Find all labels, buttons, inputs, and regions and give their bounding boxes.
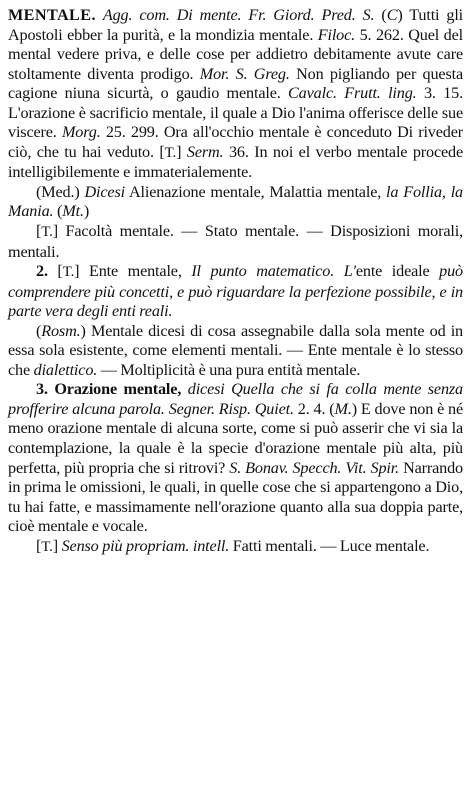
text-run: la [386, 182, 399, 201]
entry-definition-paragraph [8, 6, 463, 183]
text-run: Mor. S. Greg. [199, 64, 290, 83]
text-run: — Moltiplicità è una pura entità mentale. [97, 360, 361, 379]
text-run: ) Mentale dicesi di cosa assegnabile dalla sola mente od in essa sola esistente, come elementi mentali. — Ente mentale è lo stesso che [8, 321, 463, 379]
text-run: Follia, la Mania. [8, 182, 463, 221]
text-run: Serm. [186, 142, 224, 161]
rosmini-usage-paragraph [8, 322, 463, 381]
text-run: ) E dove non è né meno orazione mentale di alcuna sorte, come si può asserir che vi sia la contemplazione, la quale è la specie d'orazione mentale più alta, più perfetta, più propria che si ritrovi? [8, 399, 463, 477]
sense-2-paragraph [8, 262, 463, 322]
text-run: Senso più propriam. intell. [61, 536, 230, 555]
text-run: Dicesi [84, 182, 125, 201]
text-run: Filoc. [317, 25, 356, 44]
text-run: Fatti mentali. — Luce mentale. [229, 536, 430, 555]
text-run: T. [41, 224, 53, 241]
text-run: [ [36, 222, 42, 241]
text-run: ) [83, 202, 90, 221]
text-run: Narrando in prima le omissioni, le quali, in quelle cose che si appartengono a Dio, tu hai fatte, e massimamente nell'orazione quanto alla sua doppia parte, cioè mentale e vocale. [8, 458, 463, 536]
text-run: 5. 262. Quel del mental vedere priva, e delle cose per addietro debitamente avute care stoltamente diventa prodigo. [8, 25, 463, 83]
text-run: Cavalc. Frutt. ling. [288, 84, 417, 103]
text-run: ( [374, 6, 387, 24]
text-run: 25. 299. Ora all'occhio mentale è conceduto Di riveder ciò, che tu hai veduto. [ [8, 123, 463, 161]
text-run: dicesi Quella che si fa colla mente senza profferire alcuna parola. Segner. Risp. Quiet. [8, 380, 463, 418]
text-run: ) Tutti gli Apostoli ebber la purità, e la mondizia mentale. [8, 6, 464, 44]
text-run: Il punto matematico. L' [191, 262, 356, 281]
text-run: 3. 15. L'orazione è sacrificio mentale, il quale a Dio l'anima offerisce delle sue viscere. [8, 84, 463, 142]
faculty-usage-paragraph [8, 222, 463, 262]
text-run: ente ideale [355, 262, 440, 281]
text-run: ] [52, 536, 62, 555]
text-run: (Med.) [36, 182, 85, 201]
text-run: 3. Orazione mentale, [36, 380, 182, 399]
text-run: ] [176, 142, 187, 161]
text-run: 2. 4. ( [293, 399, 335, 418]
intellectual-usage-paragraph [8, 537, 463, 558]
text-run: può comprendere più concetti, e può riguardare la perfezione possibile, e in parte vera degli enti reali. [8, 262, 463, 321]
text-run: 2. [36, 262, 48, 281]
text-run: C [386, 6, 398, 24]
text-run: Non pigliando per questa cagione niuna sicurtà, o gaudio mentale. [8, 64, 463, 103]
text-run: ] Ente mentale, [74, 262, 192, 281]
text-run: ] Facoltà mentale. — Stato mentale. — Disposizioni morali, mentali. [8, 222, 463, 261]
text-run: [ [36, 536, 42, 555]
text-run: dialettico. [33, 360, 98, 379]
text-run: Morg. [61, 123, 101, 142]
text-run: [ [47, 262, 63, 281]
text-run: ( [53, 202, 63, 221]
text-run: Alienazione mentale, Malattia mentale, [124, 182, 387, 201]
text-run: Rosm. [41, 321, 81, 340]
text-run [96, 6, 103, 24]
text-run: Mt. [62, 202, 84, 221]
text-run: T. [164, 144, 177, 161]
text-run: 36. In noi el verbo mentale procede intelligibilemente e immaterialemente. [8, 142, 464, 182]
text-run: MENTALE. [8, 6, 96, 24]
text-run: ( [36, 321, 42, 340]
text-run: S. Bonav. Specch. Vit. Spir. [229, 458, 400, 477]
sense-3-paragraph [8, 380, 463, 536]
text-run: Agg. com. Di mente. Fr. Giord. Pred. S. [102, 6, 375, 24]
text-run: T. [41, 538, 53, 555]
text-run: M. [334, 399, 352, 418]
medical-usage-paragraph [8, 183, 463, 222]
text-run: T. [62, 264, 75, 281]
